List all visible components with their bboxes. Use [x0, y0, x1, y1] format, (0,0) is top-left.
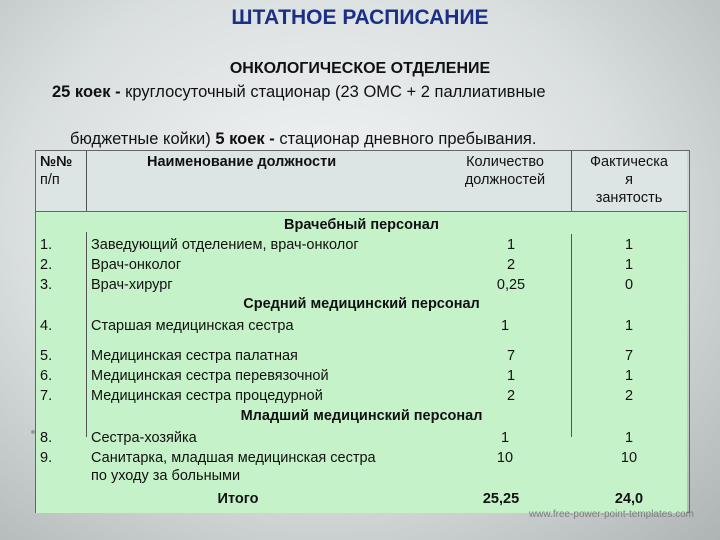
col-actual-line1: Фактическа	[590, 154, 668, 170]
row-actual: 0	[624, 277, 634, 293]
row-name: Врач-хирург	[91, 277, 173, 293]
row-num: 5.	[40, 348, 53, 364]
total-label: Итого	[217, 491, 259, 507]
total-actual: 24,0	[614, 491, 644, 507]
table-header	[36, 151, 687, 211]
row-count: 1	[500, 318, 510, 334]
col-divider	[571, 151, 572, 211]
beds-description-text2: бюджетные койки)	[70, 130, 216, 148]
col-count-line2: должностей	[464, 172, 546, 188]
row-num: 6.	[40, 368, 53, 384]
row-name: Медицинская сестра перевязочной	[91, 368, 329, 384]
row-name-continued: по уходу за больными	[91, 468, 241, 484]
row-num: 3.	[40, 277, 53, 293]
bullet-dot	[31, 430, 35, 434]
row-count: 2	[506, 257, 516, 273]
row-name: Сестра-хозяйка	[91, 430, 197, 446]
row-actual: 1	[624, 368, 634, 384]
total-count: 25,25	[482, 491, 520, 507]
beds-description-line1	[52, 83, 546, 102]
row-actual: 1	[624, 237, 634, 253]
row-name: Врач-онколог	[91, 257, 182, 273]
col-actual-line2: я	[625, 172, 633, 188]
row-count: 0,25	[496, 277, 526, 293]
col-divider	[86, 232, 87, 437]
day-beds-bold: 5 коек -	[215, 130, 275, 148]
col-num-line2: п/п	[40, 172, 60, 188]
row-num: 2.	[40, 257, 53, 273]
col-num-line1: №№	[40, 154, 73, 170]
row-num: 7.	[40, 388, 53, 404]
row-actual: 1	[624, 318, 634, 334]
row-actual: 2	[624, 388, 634, 404]
row-name: Старшая медицинская сестра	[91, 318, 294, 334]
watermark: www.free-power-point-templates.com	[528, 509, 694, 520]
row-count: 1	[506, 237, 516, 253]
beds-description-line2	[70, 130, 536, 149]
row-count: 1	[500, 430, 510, 446]
section-junior: Младший медицинский персонал	[240, 408, 483, 424]
department-title: ОНКОЛОГИЧЕСКОЕ ОТДЕЛЕНИЕ	[229, 60, 491, 77]
col-count-line1: Количество	[466, 154, 544, 170]
row-count: 1	[506, 368, 516, 384]
col-name-header: Наименование должности	[147, 154, 337, 170]
beds-description-text: круглосуточный стационар (23 ОМС + 2 паллиативные	[120, 83, 546, 101]
row-name: Медицинская сестра процедурной	[91, 388, 323, 404]
row-actual: 1	[624, 430, 634, 446]
table-body	[36, 211, 687, 513]
col-num-header	[40, 153, 72, 189]
page-title: ШТАТНОЕ РАСПИСАНИЕ	[231, 6, 489, 29]
row-num: 8.	[40, 430, 53, 446]
row-num: 9.	[40, 450, 53, 466]
row-name: Санитарка, младшая медицинская сестра	[91, 450, 376, 466]
row-name: Заведующий отделением, врач-онколог	[91, 237, 359, 253]
col-count-header	[440, 153, 570, 189]
row-actual: 7	[624, 348, 634, 364]
row-actual: 10	[620, 450, 638, 466]
row-count: 10	[496, 450, 514, 466]
row-num: 4.	[40, 318, 53, 334]
row-num: 1.	[40, 237, 53, 253]
row-actual: 1	[624, 257, 634, 273]
row-name: Медицинская сестра палатная	[91, 348, 298, 364]
col-divider	[571, 234, 572, 437]
section-doctors: Врачебный персонал	[284, 217, 439, 233]
row-count: 2	[506, 388, 516, 404]
staff-table	[35, 150, 690, 513]
day-beds-text: стационар дневного пребывания.	[274, 130, 537, 148]
section-nurses: Средний медицинский персонал	[243, 296, 480, 312]
col-divider	[86, 151, 87, 211]
row-count: 7	[506, 348, 516, 364]
col-actual-header	[572, 153, 686, 207]
col-actual-line3: занятость	[595, 190, 663, 206]
beds-count-bold: 25 коек -	[52, 83, 121, 101]
